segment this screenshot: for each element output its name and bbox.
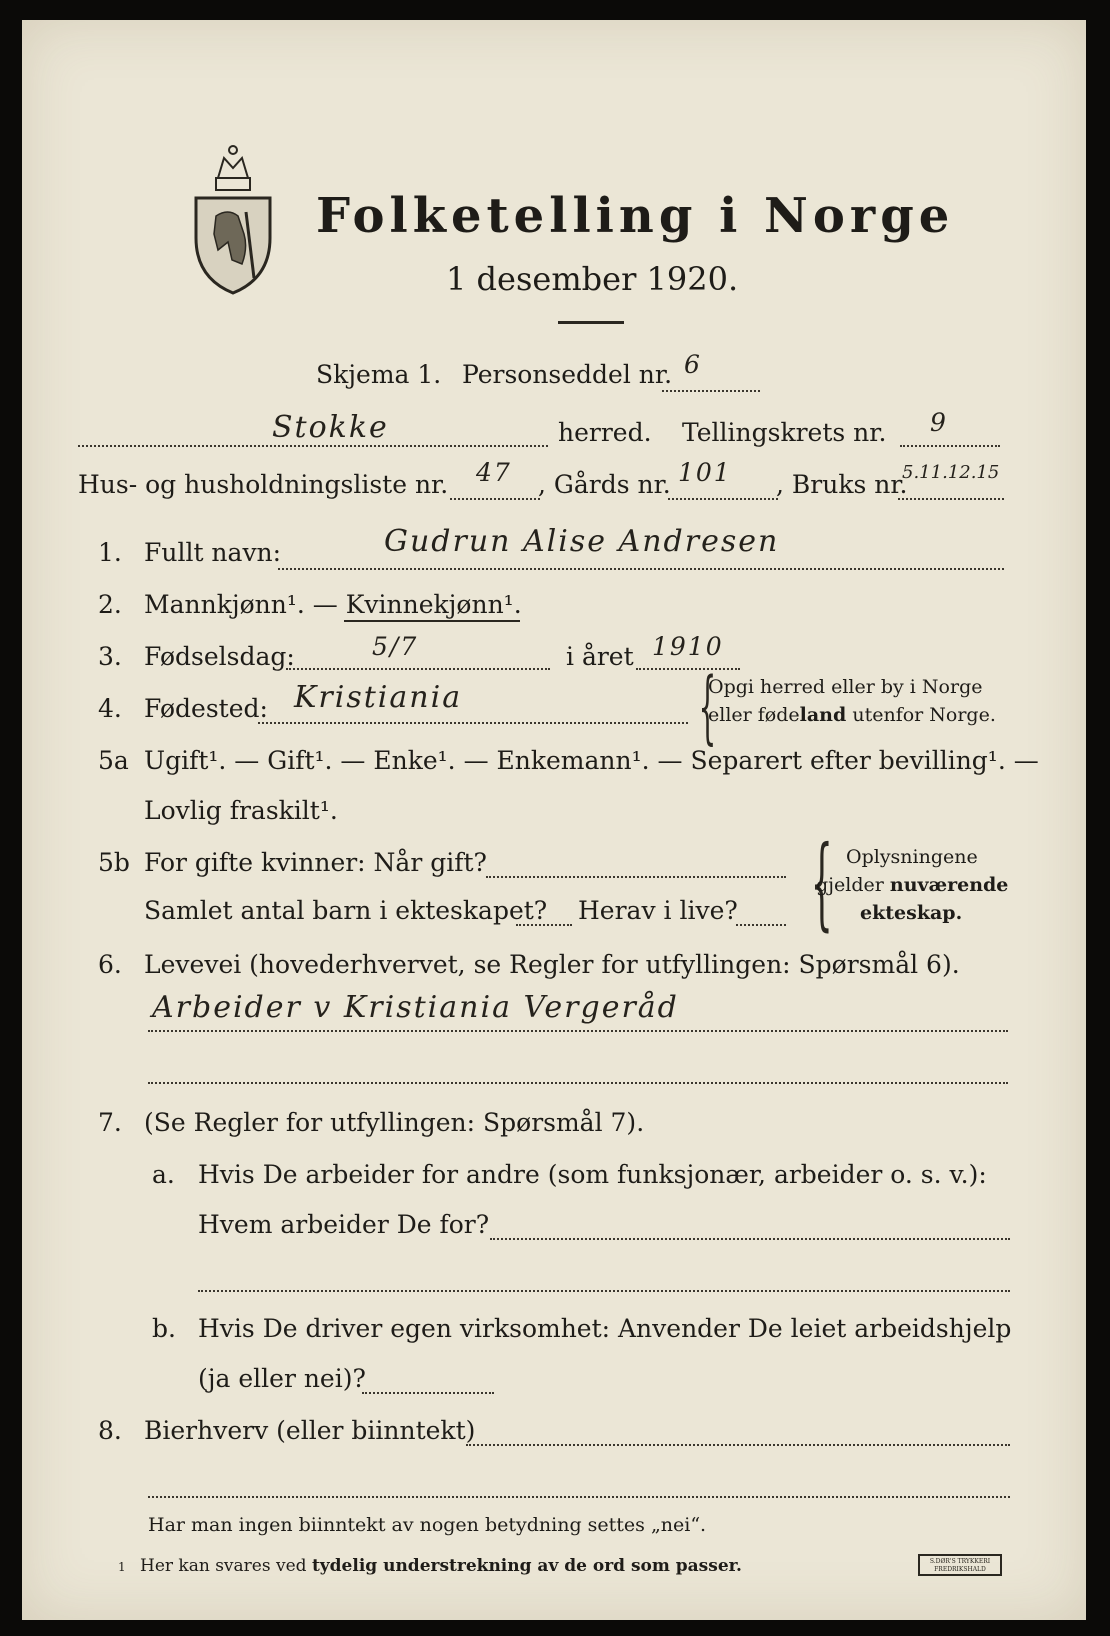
q8-field-line2[interactable] — [148, 1496, 1010, 1498]
gards-field[interactable] — [668, 498, 778, 500]
q5b-married-field[interactable] — [486, 876, 786, 878]
husliste-label: Hus- og husholdningsliste nr. — [78, 470, 449, 499]
q5b-note-line1: Oplysningene — [846, 846, 978, 868]
tellingskrets-label: Tellingskrets nr. — [682, 418, 887, 447]
q7a-field-line1[interactable] — [490, 1238, 1010, 1240]
q7a-line2: Hvem arbeider De for? — [198, 1210, 490, 1239]
herred-label: herred. — [558, 418, 652, 447]
nei-note: Har man ingen biinntekt av nogen betydning settes „nei“. — [148, 1514, 707, 1536]
q4-value: Kristiania — [294, 680, 463, 715]
printer-stamp: S.DØR'S TRYKKERI FREDRIKSHALD — [918, 1554, 1002, 1576]
q5a-number: 5a — [98, 746, 129, 775]
q7b-field[interactable] — [362, 1392, 494, 1394]
q3-field[interactable] — [286, 668, 550, 670]
footnote-mark: 1 — [118, 1560, 126, 1574]
q7b-line2: (ja eller nei)? — [198, 1364, 366, 1393]
q7b-letter: b. — [152, 1314, 176, 1343]
q2-number: 2. — [98, 590, 122, 619]
gards-label: , Gårds nr. — [538, 470, 671, 499]
tellingskrets-field[interactable] — [900, 445, 1000, 447]
q4-number: 4. — [98, 694, 122, 723]
q5b-alive-field[interactable] — [736, 924, 786, 926]
form-title: Folketelling i Norge — [316, 188, 955, 244]
q6-number: 6. — [98, 950, 122, 979]
q7-number: 7. — [98, 1108, 122, 1137]
q5b-line2b: Herav i live? — [578, 896, 738, 925]
footnote-text: Her kan svares ved tydelig understrekning av de ord som passer. — [140, 1556, 742, 1576]
q2-label: Mannkjønn¹. — Kvinnekjønn¹. — [144, 590, 522, 619]
herred-field[interactable] — [78, 445, 548, 447]
q5b-children-field[interactable] — [516, 924, 572, 926]
q7a-letter: a. — [152, 1160, 175, 1189]
q6-field-line1[interactable] — [148, 1030, 1008, 1032]
coat-of-arms-icon — [188, 138, 278, 298]
q5b-note-line2: gjelder nuværende — [816, 874, 1009, 896]
form-subtitle: 1 desember 1920. — [446, 260, 739, 298]
q7-label: (Se Regler for utfyllingen: Spørsmål 7). — [144, 1108, 645, 1137]
q4-brace: { — [698, 660, 717, 753]
q1-field[interactable] — [278, 568, 1004, 570]
title-divider — [558, 321, 624, 324]
q6-label: Levevei (hovederhvervet, se Regler for utfyllingen: Spørsmål 6). — [144, 950, 960, 979]
personseddel-value: 6 — [684, 350, 702, 379]
q7a-field-line2[interactable] — [198, 1290, 1010, 1292]
q2-underline-kvinne — [344, 620, 520, 622]
q1-value: Gudrun Alise Andresen — [384, 524, 780, 559]
tellingskrets-value: 9 — [930, 408, 948, 437]
q1-number: 1. — [98, 538, 122, 567]
q5a-line2: Lovlig fraskilt¹. — [144, 796, 338, 825]
husliste-value: 47 — [476, 458, 512, 487]
q5b-brace: { — [810, 824, 833, 941]
q5b-line1: For gifte kvinner: Når gift? — [144, 848, 487, 877]
q3-year-value: 1910 — [652, 632, 724, 661]
q8-field-line1[interactable] — [466, 1444, 1010, 1446]
q7a-line1: Hvis De arbeider for andre (som funksjonær, arbeider o. s. v.): — [198, 1160, 987, 1189]
personseddel-label: Personseddel nr. — [462, 360, 673, 389]
q8-number: 8. — [98, 1416, 122, 1445]
census-form — [22, 20, 1086, 1620]
q7b-line1: Hvis De driver egen virksomhet: Anvender De leiet arbeidshjelp — [198, 1314, 1012, 1343]
q5b-number: 5b — [98, 848, 130, 877]
q3-year-label: i året — [566, 642, 634, 671]
q3-number: 3. — [98, 642, 122, 671]
gards-value: 101 — [678, 458, 732, 487]
q3-value: 5/7 — [372, 632, 419, 661]
q5b-line2a: Samlet antal barn i ekteskapet? — [144, 896, 548, 925]
q6-field-line2[interactable] — [148, 1082, 1008, 1084]
q4-note-line2: eller fødeland utenfor Norge. — [708, 704, 996, 726]
q5a-line1: Ugift¹. — Gift¹. — Enke¹. — Enkemann¹. — Separert efter bevilling¹. — — [144, 746, 1039, 775]
bruks-value: 5.11.12.15 — [902, 462, 1000, 483]
q6-value: Arbeider v Kristiania Vergeråd — [152, 990, 679, 1025]
q3-year-field[interactable] — [636, 668, 740, 670]
skjema-label: Skjema 1. — [316, 360, 442, 389]
q5b-note-line3: ekteskap. — [860, 902, 963, 924]
q4-label: Fødested: — [144, 694, 268, 723]
herred-value: Stokke — [272, 410, 389, 445]
personseddel-field[interactable] — [662, 390, 760, 392]
q1-label: Fullt navn: — [144, 538, 282, 567]
q4-field[interactable] — [258, 722, 688, 724]
q8-label: Bierhverv (eller biinntekt) — [144, 1416, 476, 1445]
bruks-label: , Bruks nr. — [776, 470, 908, 499]
husliste-field[interactable] — [450, 498, 540, 500]
q3-label: Fødselsdag: — [144, 642, 295, 671]
bruks-field[interactable] — [898, 498, 1004, 500]
q4-note-line1: Opgi herred eller by i Norge — [708, 676, 983, 698]
